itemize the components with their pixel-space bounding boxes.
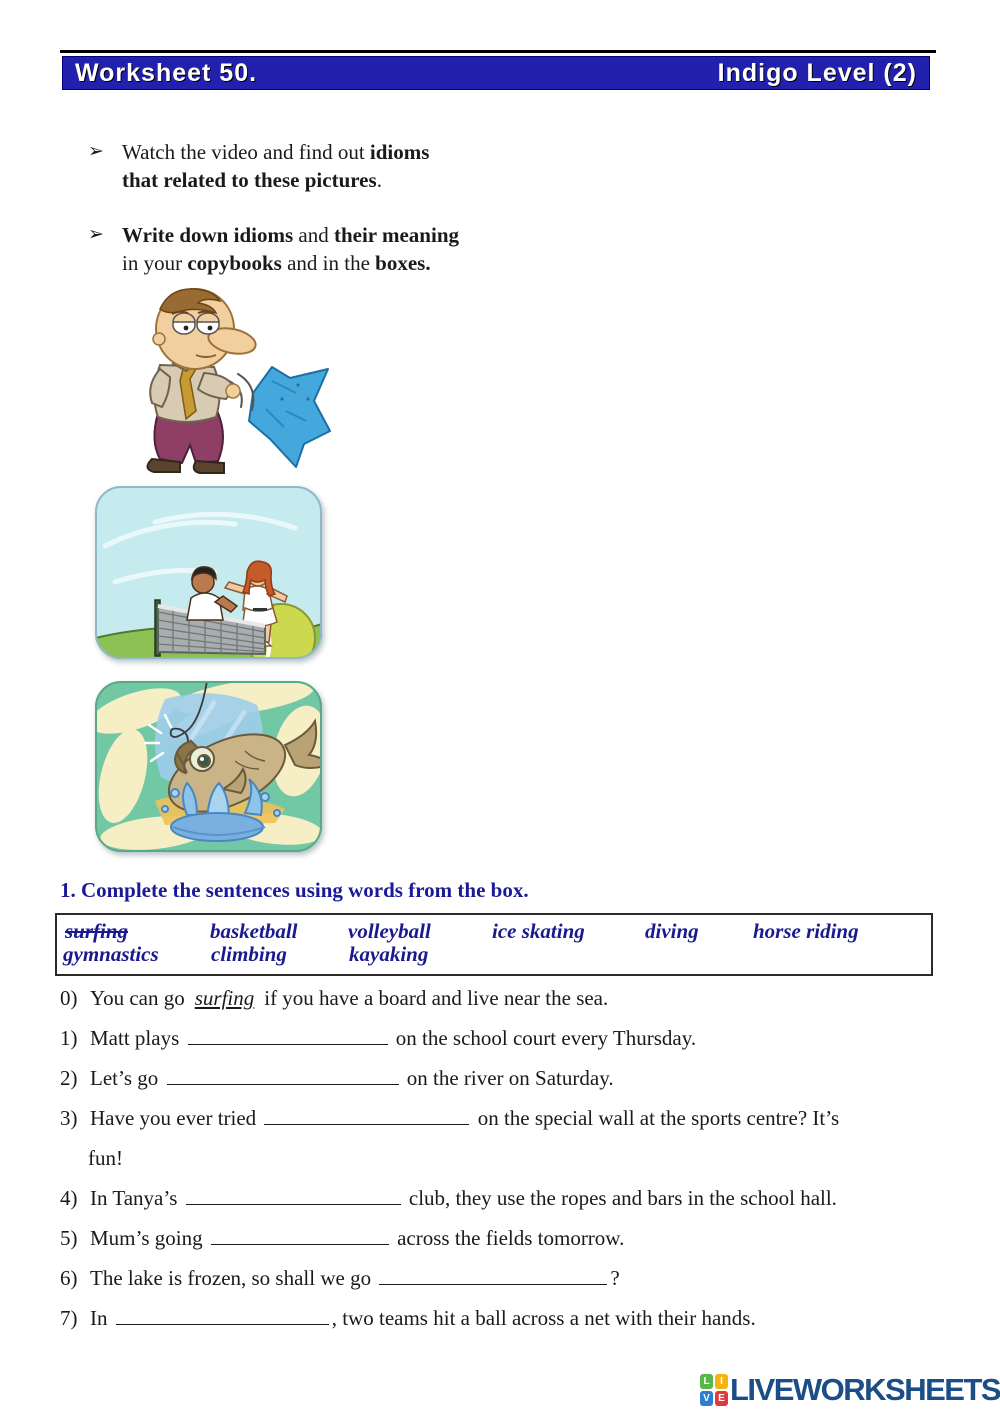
answer-blank[interactable] xyxy=(186,1184,401,1205)
instruction-text: Watch the video and find out idioms that related to these pictures. xyxy=(122,140,430,192)
logo-tile-v: V xyxy=(700,1391,713,1406)
sentence-text: The lake is frozen, so shall we go ? xyxy=(90,1266,620,1290)
sentence-text: You can go surfing if you have a board and live near the sea. xyxy=(90,986,609,1010)
sentence-row xyxy=(60,1218,950,1258)
sentence-number: 7) xyxy=(60,1306,78,1330)
instruction-bullet xyxy=(88,138,568,194)
answer-blank[interactable] xyxy=(188,1024,388,1045)
liveworksheets-wordmark: LIVEWORKSHEETS xyxy=(730,1372,1000,1407)
sentence-text: In , two teams hit a ball across a net with their hands. xyxy=(90,1306,756,1330)
instructions xyxy=(88,138,568,304)
logo-tile-l: L xyxy=(700,1374,713,1389)
word-bank-item: gymnastics xyxy=(63,942,159,966)
exercise-heading: 1. Complete the sentences using words from the box. xyxy=(60,878,529,902)
sentence-number: 2) xyxy=(60,1066,78,1090)
sentence-number: 4) xyxy=(60,1186,78,1210)
fish-hook-illustration xyxy=(95,681,322,852)
arrow-bullet-icon: ➢ xyxy=(88,141,104,162)
sample-answer: surfing xyxy=(194,986,255,1010)
word-bank-item: ice skating xyxy=(492,919,585,943)
sentence-text: Matt plays on the school court every Thursday. xyxy=(90,1026,697,1050)
header-bar xyxy=(62,56,930,90)
sentence-row xyxy=(60,1098,950,1178)
sentence-text: In Tanya’s club, they use the ropes and bars in the school hall. xyxy=(90,1186,837,1210)
sentence-text: Have you ever tried on the special wall at the sports centre? It’s fun! xyxy=(88,1106,840,1170)
liveworksheets-icon xyxy=(700,1374,728,1406)
sentence-number: 1) xyxy=(60,1026,78,1050)
word-bank-item: kayaking xyxy=(349,942,429,966)
sentence-text: Mum’s going across the fields tomorrow. xyxy=(90,1226,625,1250)
answer-blank[interactable] xyxy=(264,1104,469,1125)
word-bank-item: surfing xyxy=(65,919,129,943)
sentence-row xyxy=(60,1018,950,1058)
answer-blank[interactable] xyxy=(116,1304,329,1325)
level-label: Indigo Level (2) xyxy=(717,58,917,87)
sentence-row xyxy=(60,1058,950,1098)
word-bank-item: diving xyxy=(645,919,699,943)
sentence-number: 0) xyxy=(60,986,78,1010)
logo-tile-e: E xyxy=(715,1391,728,1406)
man-throwing-towel-illustration xyxy=(100,281,332,477)
sentence-number: 3) xyxy=(60,1106,78,1130)
worksheet-title: Worksheet 50. xyxy=(75,58,258,87)
word-bank-item: volleyball xyxy=(348,919,431,943)
answer-blank[interactable] xyxy=(211,1224,389,1245)
logo-tile-i: I xyxy=(715,1374,728,1389)
word-bank-item: horse riding xyxy=(753,919,859,943)
instruction-bullet xyxy=(88,221,568,277)
sentence-text: Let’s go on the river on Saturday. xyxy=(90,1066,614,1090)
sentence-row xyxy=(60,1258,950,1298)
header-top-rule xyxy=(60,50,936,53)
sentence-number: 6) xyxy=(60,1266,78,1290)
sentence-number: 5) xyxy=(60,1226,78,1250)
instruction-text: Write down idioms and their meaning in your copybooks and in the boxes. xyxy=(122,223,459,275)
word-bank-item: climbing xyxy=(211,942,287,966)
sentence-row xyxy=(60,978,950,1018)
sentence-row xyxy=(60,1298,950,1338)
word-bank-item: basketball xyxy=(210,919,298,943)
sentence-list xyxy=(60,978,950,1338)
tennis-court-illustration xyxy=(95,486,322,659)
word-bank-box xyxy=(55,913,933,976)
liveworksheets-logo[interactable] xyxy=(700,1372,1000,1408)
arrow-bullet-icon: ➢ xyxy=(88,224,104,245)
sentence-row xyxy=(60,1178,950,1218)
answer-blank[interactable] xyxy=(167,1064,399,1085)
answer-blank[interactable] xyxy=(379,1264,607,1285)
